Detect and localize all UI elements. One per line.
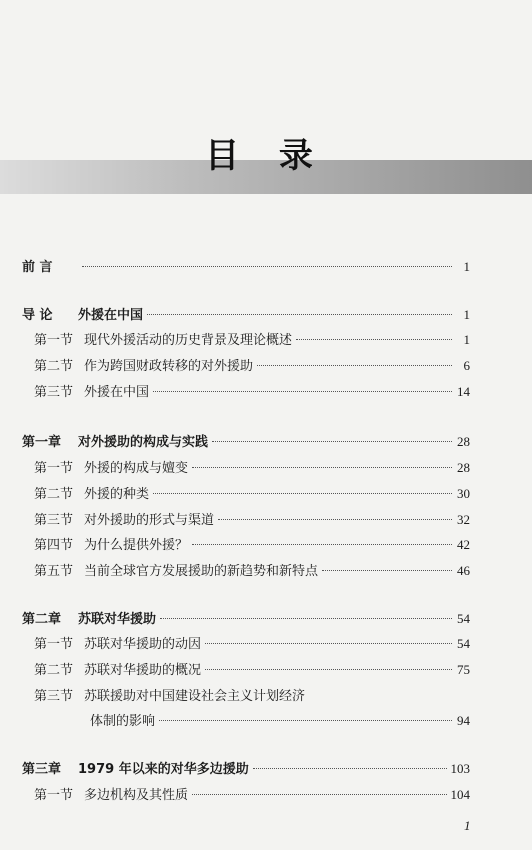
toc-page-number: 75 (457, 662, 470, 677)
toc-entry-title: 多边机构及其性质 (84, 788, 189, 803)
toc-page-number: 1 (463, 307, 470, 322)
toc-entry-title: 苏联对华援助的动因 (84, 637, 202, 652)
toc-chapter-entry[interactable] (22, 304, 470, 326)
toc-section-entry[interactable] (34, 457, 470, 479)
toc-entry-number: 第三节 (34, 513, 74, 528)
dot-leader (159, 719, 452, 721)
toc-page-number: 6 (463, 358, 470, 373)
toc-entry-title: 对外援助的构成与实践 (78, 435, 209, 450)
toc-page-number: 28 (457, 460, 470, 475)
page-folio: 1 (464, 818, 471, 833)
toc-page-number: 103 (450, 761, 470, 776)
dot-leader (322, 569, 452, 571)
toc-page-number: 42 (457, 537, 470, 552)
toc-entry-title: 体制的影响 (90, 714, 156, 729)
toc-section-entry[interactable] (34, 381, 470, 403)
toc-entry-number: 第二节 (34, 359, 74, 374)
toc-entry-title: 作为跨国财政转移的对外援助 (84, 359, 254, 374)
toc-section-entry[interactable] (34, 633, 470, 655)
toc-page-number: 32 (457, 512, 470, 527)
toc-entry-title: 外援在中国 (84, 385, 150, 400)
toc-page-number: 14 (457, 384, 470, 399)
toc-page-number: 30 (457, 486, 470, 501)
toc-entry-number: 第五节 (34, 564, 74, 579)
dot-leader (218, 518, 452, 520)
toc-entry-number: 前 言 (22, 260, 53, 275)
toc-entry-title: 外援在中国 (78, 308, 144, 323)
dot-leader (192, 793, 446, 795)
toc-chapter-entry[interactable] (22, 431, 470, 453)
toc-entry-title: 苏联援助对中国建设社会主义计划经济 (84, 689, 306, 704)
dot-leader (212, 440, 452, 442)
toc-section-entry[interactable] (34, 355, 470, 377)
toc-section-entry[interactable] (34, 509, 470, 531)
toc-entry-number: 第四节 (34, 538, 74, 553)
toc-section-entry[interactable] (34, 560, 470, 582)
toc-page-number: 1 (463, 259, 470, 274)
toc-entry-number: 第一章 (22, 435, 62, 450)
toc-entry-number: 第一节 (34, 788, 74, 803)
toc-entry-number: 第二节 (34, 663, 74, 678)
toc-entry-title: 现代外援活动的历史背景及理论概述 (84, 333, 293, 348)
dot-leader (147, 313, 452, 315)
toc-page-number: 46 (457, 563, 470, 578)
toc-entry-title: 外援的构成与嬗变 (84, 461, 189, 476)
dot-leader (296, 338, 452, 340)
toc-section-entry[interactable] (34, 685, 470, 707)
toc-entry-title: 外援的种类 (84, 487, 150, 502)
dot-leader (205, 642, 452, 644)
toc-entry-number: 第三节 (34, 385, 74, 400)
toc-page-number: 54 (457, 636, 470, 651)
toc-section-entry[interactable] (34, 329, 470, 351)
dot-leader (192, 543, 452, 545)
dot-leader (153, 390, 452, 392)
toc-page-number: 54 (457, 611, 470, 626)
toc-entry-title: 为什么提供外援？ (84, 538, 189, 553)
toc-section-entry[interactable] (84, 710, 470, 732)
toc-entry-number: 第一节 (34, 637, 74, 652)
toc-section-entry[interactable] (34, 483, 470, 505)
toc-page-number: 1 (463, 332, 470, 347)
toc-section-entry[interactable] (34, 534, 470, 556)
toc-section-entry[interactable] (34, 659, 470, 681)
dot-leader (205, 668, 452, 670)
toc-entry-number: 第三节 (34, 689, 74, 704)
toc-page-number: 94 (457, 713, 470, 728)
toc-chapter-entry[interactable] (22, 608, 470, 630)
toc-entry-title: 苏联对华援助 (78, 612, 157, 627)
toc-entry-number: 第三章 (22, 762, 62, 777)
page-title: 目 录 (205, 136, 327, 176)
toc-entry-title: 1979 年以来的对华多边援助 (78, 762, 249, 777)
toc-entry-number: 第一节 (34, 461, 74, 476)
dot-leader (160, 617, 452, 619)
toc-entry-title: 对外援助的形式与渠道 (84, 513, 215, 528)
toc-entry-number: 第二节 (34, 487, 74, 502)
dot-leader (257, 364, 452, 366)
toc-chapter-entry[interactable] (22, 256, 470, 278)
toc-chapter-entry[interactable] (22, 758, 470, 780)
dot-leader (192, 466, 452, 468)
dot-leader (82, 265, 452, 267)
dot-leader (253, 767, 447, 769)
toc-entry-number: 第二章 (22, 612, 62, 627)
toc-page-number: 28 (457, 434, 470, 449)
toc-section-entry[interactable] (34, 784, 470, 806)
toc-entry-title: 苏联对华援助的概况 (84, 663, 202, 678)
toc-entry-title: 当前全球官方发展援助的新趋势和新特点 (84, 564, 319, 579)
toc-page-number: 104 (450, 787, 470, 802)
dot-leader (153, 492, 452, 494)
toc-entry-number: 导 论 (22, 308, 53, 323)
toc-entry-number: 第一节 (34, 333, 74, 348)
